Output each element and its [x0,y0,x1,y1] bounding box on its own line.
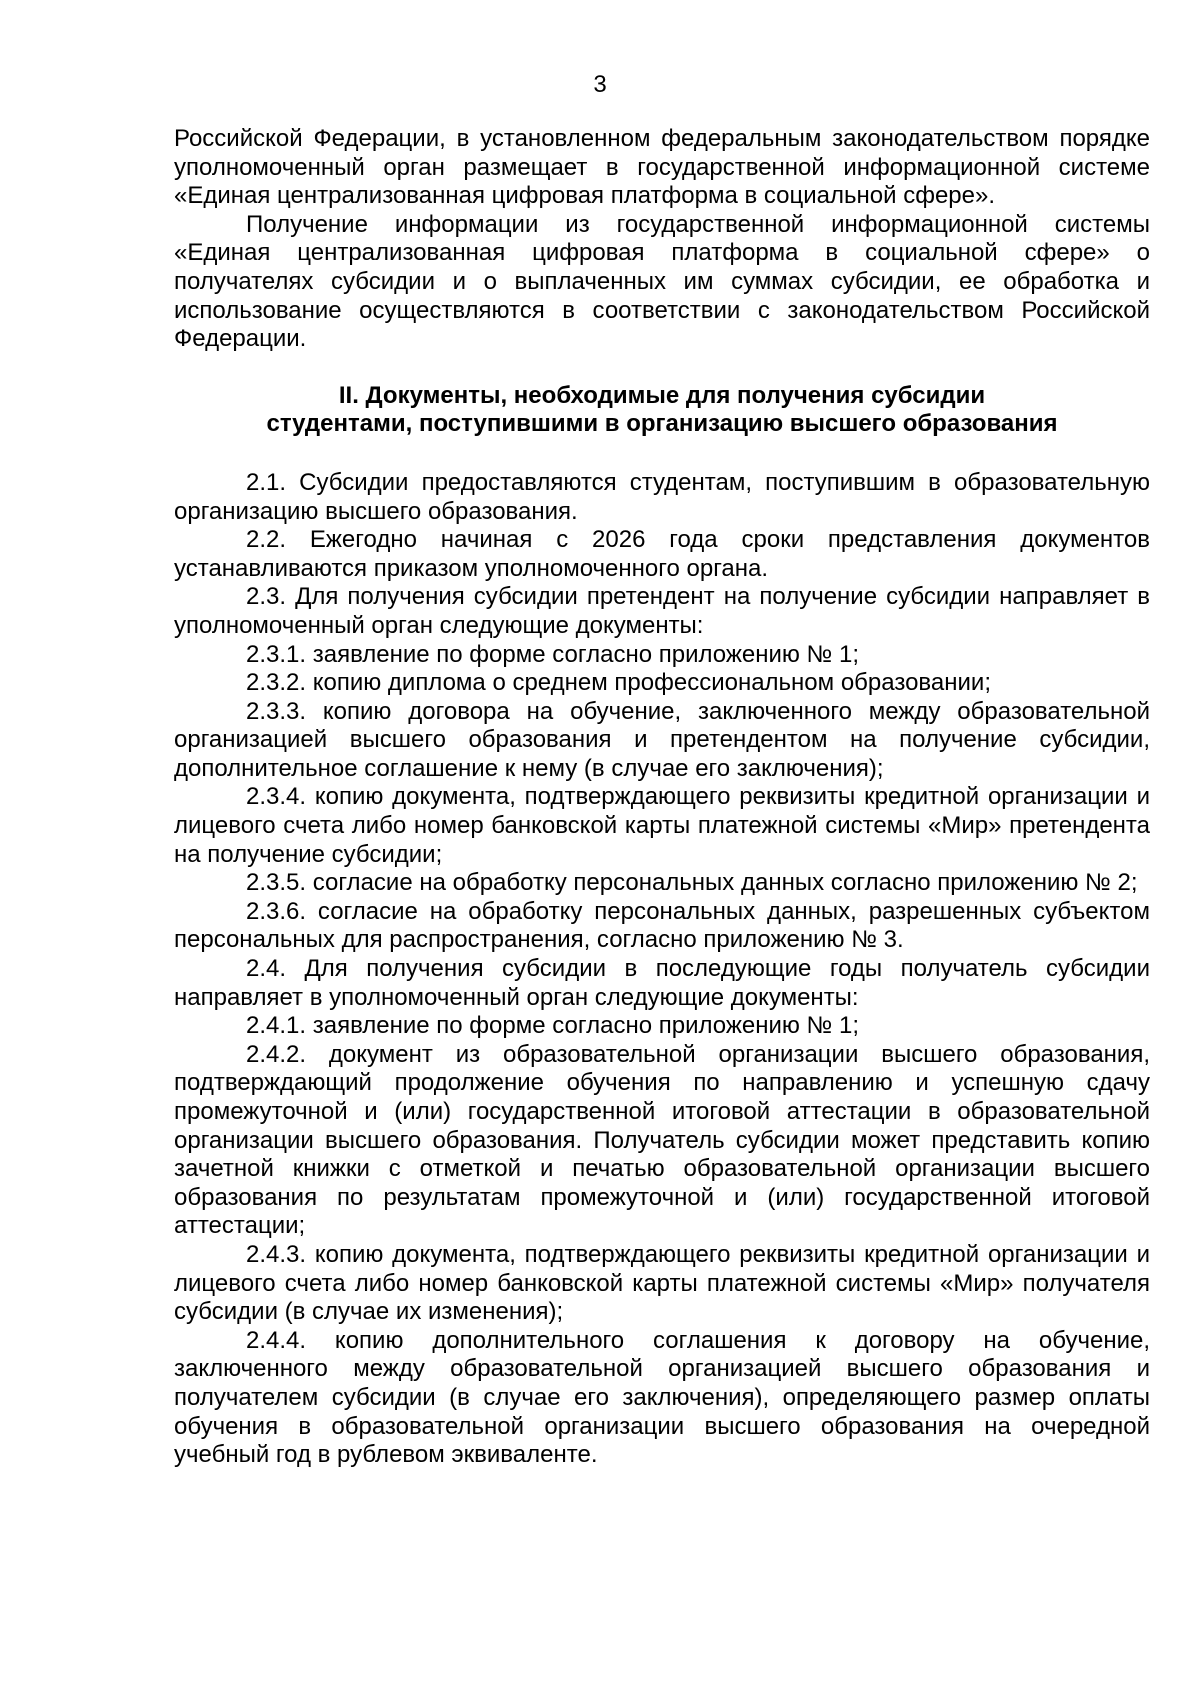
intro-paragraph-2: Получение информации из государственной информационной системы «Единая централизованная цифровая платформа в социальной сфере» о получателях субсидии и о выплаченных им суммах субсидии, ее обработка и использование осуществляются в соответствии с законодательством Российской Федерации. [174,210,1150,353]
page-number: 3 [593,71,607,98]
clause-2-3-4: 2.3.4. копию документа, подтверждающего реквизиты кредитной организации и лицевого счета либо номер банковской карты платежной системы «Мир» претендента на получение субсидии; [174,783,1150,868]
clause-2-4-2: 2.4.2. документ из образовательной организации высшего образования, подтверждающий продолжение обучения по направлению и успешную сдачу промежуточной и (или) государственной итоговой аттестации в образовательной организации высшего образования. Получатель субсидии может представить копию зачетной книжки с отметкой и печатью образовательной организации высшего образования по результатам промежуточной и (или) государственной итоговой аттестации; [174,1040,1150,1240]
clause-2-4-1: 2.4.1. заявление по форме согласно приложению № 1; [246,1012,859,1040]
intro-paragraph-1: Российской Федерации, в установленном федеральным законодательством порядке уполномоченный орган размещает в государственной информационной системе «Единая централизованная цифровая платформа в социальной сфере». [174,125,1150,210]
clause-2-3-5: 2.3.5. согласие на обработку персональных данных согласно приложению № 2; [246,869,1138,897]
clause-2-4-3: 2.4.3. копию документа, подтверждающего реквизиты кредитной организации и лицевого счета либо номер банковской карты платежной системы «Мир» получателя субсидии (в случае их изменения); [174,1240,1150,1326]
section-heading-line-2: студентами, поступившими в организацию высшего образования [266,410,1058,438]
clause-2-2: 2.2. Ежегодно начиная с 2026 года сроки представления документов устанавливаются приказом уполномоченного органа. [174,526,1150,582]
clause-2-1: 2.1. Субсидии предоставляются студентам, поступившим в образовательную организацию высшего образования. [174,468,1150,525]
clause-2-3: 2.3. Для получения субсидии претендент на получение субсидии направляет в уполномоченный орган следующие документы: [174,583,1150,639]
document-body [174,125,1150,1470]
clause-2-3-1: 2.3.1. заявление по форме согласно приложению № 1; [246,640,859,668]
section-heading [174,382,1150,439]
clause-2-4: 2.4. Для получения субсидии в последующие годы получатель субсидии направляет в уполномоченный орган следующие документы: [174,955,1150,1011]
clause-2-3-6: 2.3.6. согласие на обработку персональных данных, разрешенных субъектом персональных для распространения, согласно приложению № 3. [174,897,1150,954]
section-heading-line-1: II. Документы, необходимые для получения субсидии [338,381,986,409]
clause-2-3-2: 2.3.2. копию диплома о среднем профессиональном образовании; [246,669,991,697]
clause-2-4-4: 2.4.4. копию дополнительного соглашения к договору на обучение, заключенного между образовательной организацией высшего образования и получателем субсидии (в случае его заключения), определяющего размер оплаты обучения в образовательной организации высшего образования на очередной учебный год в рублевом эквиваленте. [174,1326,1150,1469]
clause-2-3-3: 2.3.3. копию договора на обучение, заключенного между образовательной организацией высшего образования и претендентом на получение субсидии, дополнительное соглашение к нему (в случае его заключения); [174,697,1150,782]
